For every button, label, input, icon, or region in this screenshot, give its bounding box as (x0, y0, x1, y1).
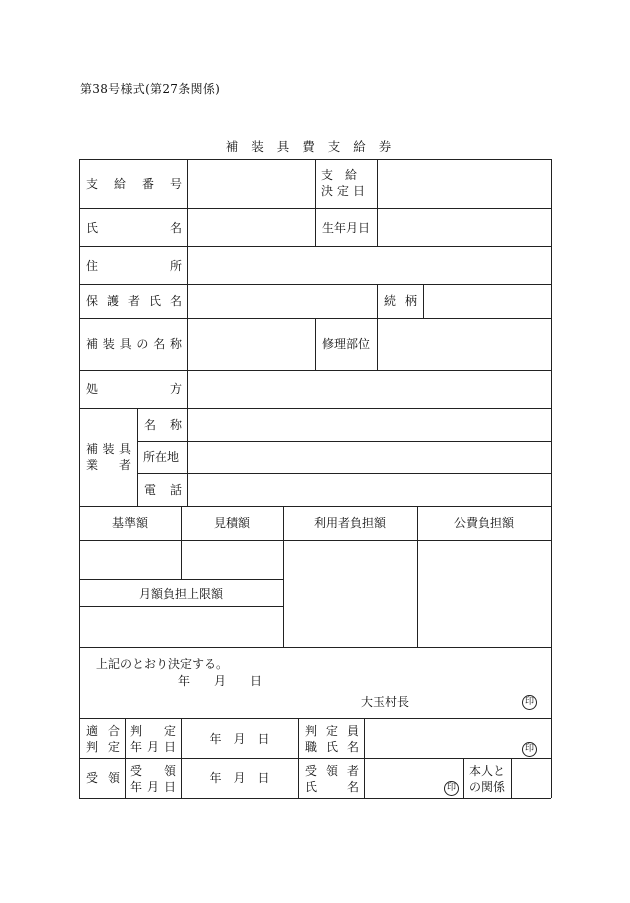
vendor-name-label: 名 称 (144, 418, 182, 432)
judgment-date-label: 判 定 年 月 日 (130, 724, 176, 754)
device-name-label: 補 装 具 の 名 称 (86, 337, 182, 351)
monthly-cap-header: 月額負担上限額 (138, 587, 223, 601)
name-label: 氏 名 (86, 221, 182, 235)
vendor-location-label: 所在地 (143, 450, 180, 464)
user-burden-header: 利用者負担額 (313, 516, 386, 530)
receiver-seal-icon: 印 (444, 781, 459, 796)
estimate-amount-header: 見積額 (213, 516, 250, 530)
receiver-label: 受 領 者 氏 名 (305, 764, 359, 794)
receipt-label: 受 領 (86, 771, 120, 785)
judge-label: 判 定 員 職 氏 名 (305, 724, 359, 754)
judgment-date-value: 年 月 日 (209, 732, 270, 746)
receipt-date-value: 年 月 日 (209, 771, 270, 785)
receipt-date-label: 受 領 年 月 日 (130, 764, 176, 794)
public-burden-header: 公費負担額 (453, 516, 514, 530)
decision-date: 年 月 日 (178, 674, 263, 688)
relation-label: 続 柄 (384, 294, 417, 308)
mayor-seal-icon: 印 (522, 695, 537, 710)
prescription-label: 処 方 (86, 382, 182, 396)
guardian-name-label: 保 護 者 氏 名 (86, 294, 182, 308)
repair-part-label: 修理部位 (322, 337, 371, 351)
relationship-label: 本人と の関係 (469, 764, 506, 794)
decision-date-label: 支 給 決定日 (321, 168, 370, 198)
mayor-title: 大玉村長 (361, 695, 410, 709)
form-number: 第38号様式(第27条関係) (80, 82, 221, 96)
birth-date-label: 生年月日 (322, 221, 371, 235)
judge-seal-icon: 印 (522, 742, 537, 757)
address-label: 住 所 (86, 259, 182, 273)
standard-amount-header: 基準額 (111, 516, 148, 530)
vendor-phone-label: 電 話 (144, 483, 182, 497)
approval-label: 適 合 判 定 (86, 724, 120, 754)
decision-statement: 上記のとおり決定する。 (96, 657, 229, 671)
vendor-label: 補 装 具 業 者 (86, 442, 131, 472)
support-number-label: 支 給 番 号 (86, 177, 182, 191)
form-title: 補装具費支給券 (225, 139, 405, 154)
